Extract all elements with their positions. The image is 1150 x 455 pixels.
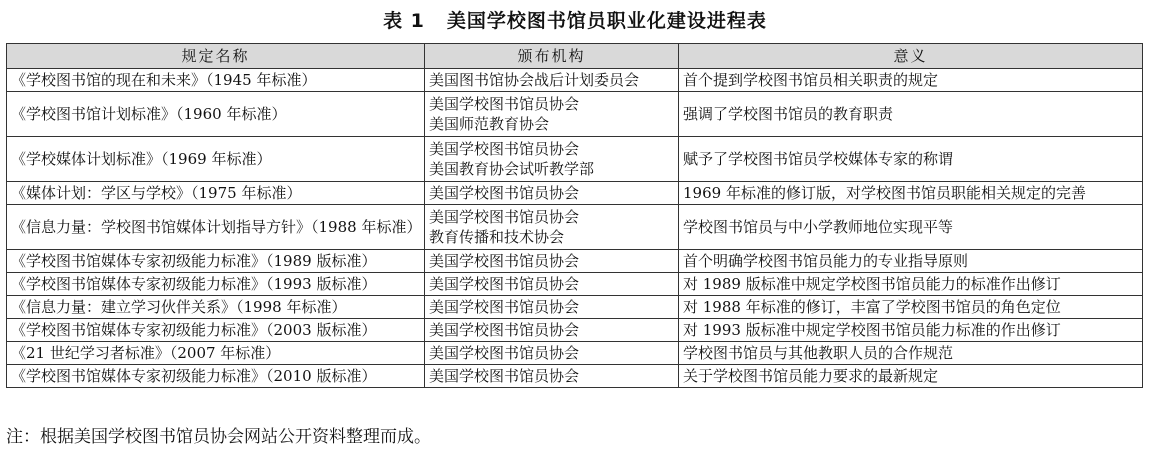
- cell-name: 《学校媒体计划标准》（1969 年标准）: [7, 137, 425, 182]
- table-row: [7, 137, 1143, 182]
- cell-meaning: 首个明确学校图书馆员能力的专业指导原则: [679, 250, 1143, 273]
- header-agency: 颁布机构: [425, 44, 679, 69]
- table-row: [7, 250, 1143, 273]
- cell-agency: [425, 250, 679, 273]
- cell-name: 《学校图书馆媒体专家初级能力标准》（1993 版标准）: [7, 273, 425, 296]
- table-row: [7, 319, 1143, 342]
- cell-name: 《信息力量：建立学习伙伴关系》（1998 年标准）: [7, 296, 425, 319]
- agency-line: 美国学校图书馆员协会: [429, 275, 580, 293]
- cell-meaning: 对 1988 年标准的修订，丰富了学校图书馆员的角色定位: [679, 296, 1143, 319]
- agency-line: 美国学校图书馆员协会: [429, 298, 580, 316]
- agency-line: 美国学校图书馆员协会: [429, 344, 580, 362]
- cell-meaning: 1969 年标准的修订版，对学校图书馆员职能相关规定的完善: [679, 182, 1143, 205]
- table-row: [7, 273, 1143, 296]
- header-row: [7, 44, 1143, 69]
- cell-meaning: 首个提到学校图书馆员相关职责的规定: [679, 69, 1143, 92]
- agency-line: 美国学校图书馆员协会: [429, 208, 580, 226]
- cell-meaning: 赋予了学校图书馆员学校媒体专家的称谓: [679, 137, 1143, 182]
- cell-name: 《媒体计划：学区与学校》（1975 年标准）: [7, 182, 425, 205]
- agency-line: 美国学校图书馆员协会: [429, 95, 580, 113]
- agency-line: 美国学校图书馆员协会: [429, 321, 580, 339]
- cell-agency: [425, 319, 679, 342]
- cell-meaning: 学校图书馆员与中小学教师地位实现平等: [679, 205, 1143, 250]
- cell-meaning: 对 1989 版标准中规定学校图书馆员能力的标准作出修订: [679, 273, 1143, 296]
- cell-name: 《信息力量：学校图书馆媒体计划指导方针》（1988 年标准）: [7, 205, 425, 250]
- cell-agency: [425, 69, 679, 92]
- table-row: [7, 69, 1143, 92]
- agency-line: 美国学校图书馆员协会: [429, 252, 580, 270]
- agency-line: 教育传播和技术协会: [429, 228, 565, 246]
- agency-line: 美国师范教育协会: [429, 115, 550, 133]
- agency-line: 美国学校图书馆员协会: [429, 140, 580, 158]
- header-name: 规定名称: [7, 44, 425, 69]
- cell-name: 《学校图书馆媒体专家初级能力标准》（1989 版标准）: [7, 250, 425, 273]
- cell-agency: [425, 365, 679, 388]
- table-title: 美国学校图书馆员职业化建设进程表: [446, 10, 767, 32]
- cell-meaning: 关于学校图书馆员能力要求的最新规定: [679, 365, 1143, 388]
- cell-name: 《学校图书馆媒体专家初级能力标准》（2010 版标准）: [7, 365, 425, 388]
- cell-agency: [425, 182, 679, 205]
- table-row: [7, 296, 1143, 319]
- agency-line: 美国教育协会试听教学部: [429, 160, 595, 178]
- table-caption: [0, 6, 1150, 33]
- cell-agency: [425, 92, 679, 137]
- header-meaning: 意义: [679, 44, 1143, 69]
- cell-name: 《学校图书馆的现在和未来》（1945 年标准）: [7, 69, 425, 92]
- table-row: [7, 92, 1143, 137]
- table-row: [7, 365, 1143, 388]
- cell-agency: [425, 342, 679, 365]
- cell-name: 《学校图书馆媒体专家初级能力标准》（2003 版标准）: [7, 319, 425, 342]
- agency-line: 美国学校图书馆员协会: [429, 367, 580, 385]
- table-row: [7, 182, 1143, 205]
- cell-meaning: 强调了学校图书馆员的教育职责: [679, 92, 1143, 137]
- cell-name: 《21 世纪学习者标准》（2007 年标准）: [7, 342, 425, 365]
- cell-meaning: 学校图书馆员与其他教职人员的合作规范: [679, 342, 1143, 365]
- cell-agency: [425, 273, 679, 296]
- table-row: [7, 205, 1143, 250]
- table-row: [7, 342, 1143, 365]
- agency-line: 美国图书馆协会战后计划委员会: [429, 71, 640, 89]
- table-number: 表 1: [383, 10, 425, 32]
- cell-agency: [425, 296, 679, 319]
- agency-line: 美国学校图书馆员协会: [429, 184, 580, 202]
- cell-agency: [425, 137, 679, 182]
- table-note: 注：根据美国学校图书馆员协会网站公开资料整理而成。: [6, 427, 431, 447]
- cell-meaning: 对 1993 版标准中规定学校图书馆员能力标准的作出修订: [679, 319, 1143, 342]
- cell-agency: [425, 205, 679, 250]
- cell-name: 《学校图书馆计划标准》（1960 年标准）: [7, 92, 425, 137]
- progress-table: [6, 43, 1143, 388]
